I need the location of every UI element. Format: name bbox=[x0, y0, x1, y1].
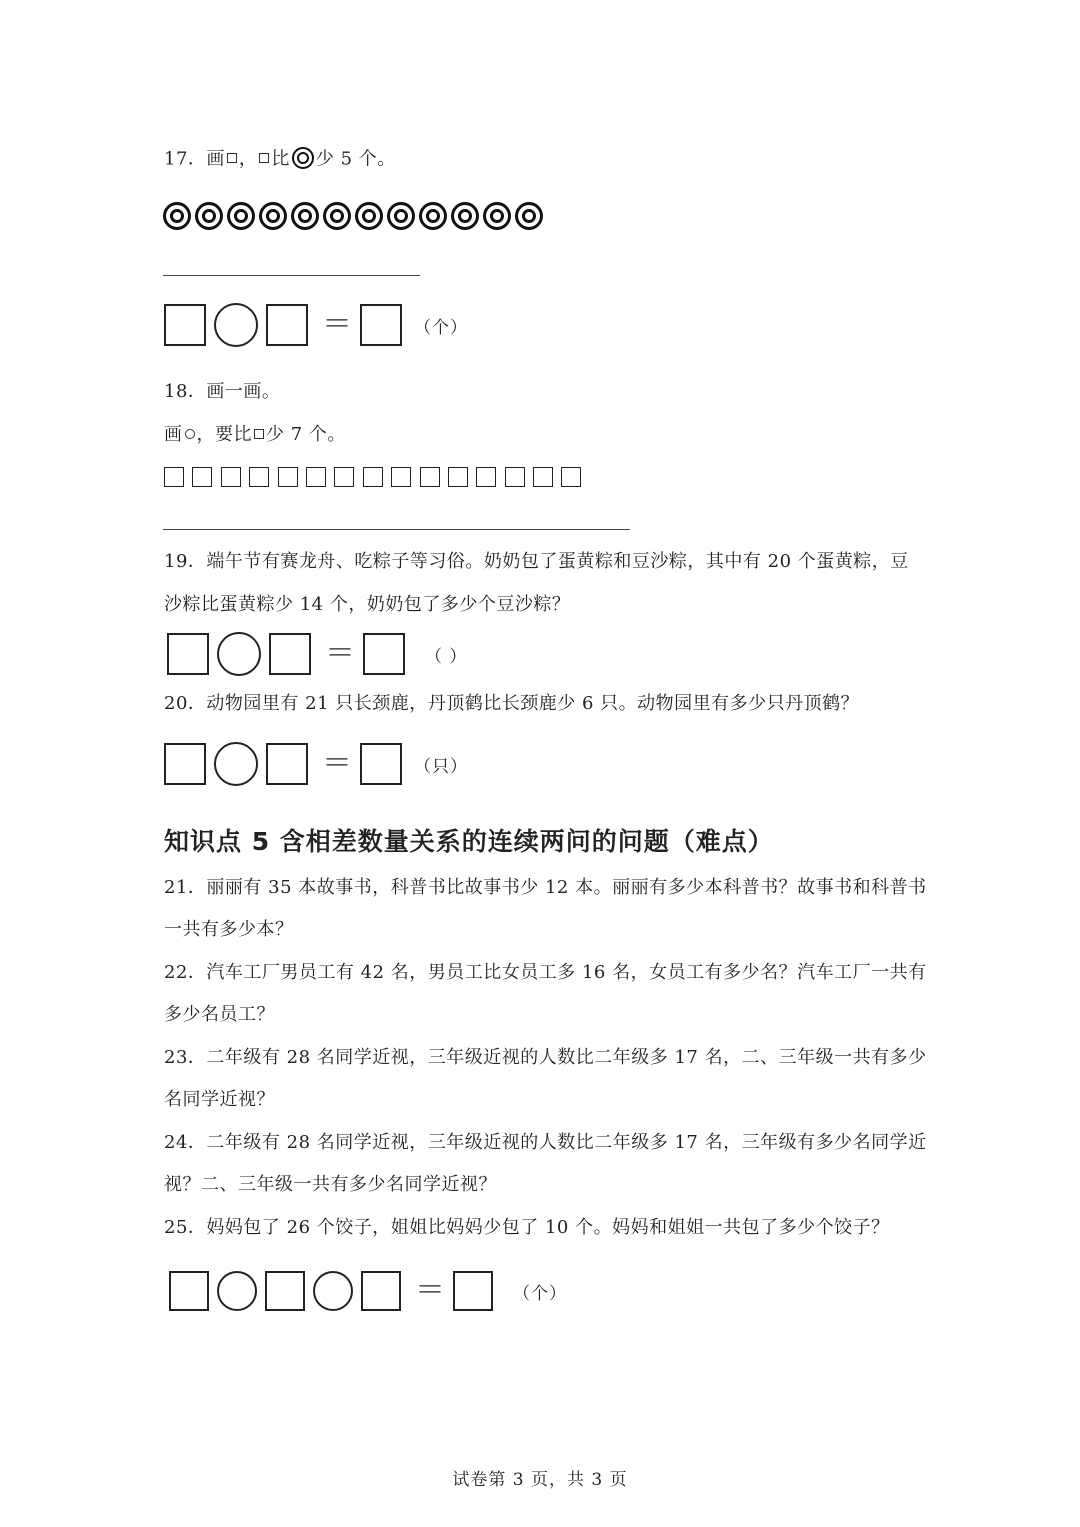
section-heading: 知识点 5 含相差数量关系的连续两问的问题（难点） bbox=[164, 827, 774, 856]
target-icon bbox=[323, 202, 351, 230]
square-icon bbox=[164, 467, 184, 487]
target-icon bbox=[291, 202, 319, 230]
target-icon bbox=[259, 202, 287, 230]
target-icon bbox=[355, 202, 383, 230]
answer-box[interactable] bbox=[266, 743, 308, 785]
q24-line1: 24．二年级有 28 名同学近视，三年级近视的人数比二年级多 17 名，三年级有多少名同学近 bbox=[164, 1132, 927, 1153]
q22-line1: 22．汽车工厂男员工有 42 名，男员工比女员工多 16 名，女员工有多少名？汽车工厂一共有 bbox=[164, 962, 927, 983]
q17-text-d: 少 5 个。 bbox=[315, 148, 396, 170]
answer-box[interactable] bbox=[164, 743, 206, 785]
square-icon bbox=[192, 467, 212, 487]
q18-title: 18．画一画。 bbox=[164, 381, 281, 402]
result-box[interactable] bbox=[453, 1271, 493, 1311]
q18-prompt bbox=[164, 424, 346, 446]
q19-equation bbox=[167, 632, 467, 676]
target-icon bbox=[515, 202, 543, 230]
answer-box[interactable] bbox=[361, 1271, 401, 1311]
square-icon bbox=[249, 467, 269, 487]
q17-text-b: ， bbox=[238, 148, 258, 170]
answer-box[interactable] bbox=[269, 633, 311, 675]
answer-box[interactable] bbox=[266, 304, 308, 346]
square-icon bbox=[420, 467, 440, 487]
q17-prompt bbox=[164, 147, 396, 172]
result-box[interactable] bbox=[363, 633, 405, 675]
square-icon bbox=[363, 467, 383, 487]
unit-label: （只） bbox=[414, 756, 468, 777]
result-box[interactable] bbox=[360, 304, 402, 346]
answer-box[interactable] bbox=[164, 304, 206, 346]
operator-circle[interactable] bbox=[214, 742, 258, 786]
square-icon bbox=[391, 467, 411, 487]
square-icon bbox=[259, 153, 269, 163]
q20-line1: 20．动物园里有 21 只长颈鹿，丹顶鹤比长颈鹿少 6 只。动物园里有多少只丹顶鹤？ bbox=[164, 693, 860, 714]
target-icon bbox=[163, 202, 191, 230]
square-icon bbox=[227, 153, 237, 163]
q17-number: 17． bbox=[164, 148, 207, 170]
q17-text-c: 比 bbox=[271, 148, 290, 170]
q19-line1: 19．端午节有赛龙舟、吃粽子等习俗。奶奶包了蛋黄粽和豆沙粽，其中有 20 个蛋黄粽，豆 bbox=[164, 551, 909, 572]
q23-line1: 23．二年级有 28 名同学近视，三年级近视的人数比二年级多 17 名，二、三年级一共有多少 bbox=[164, 1047, 927, 1068]
equals-sign: ＝ bbox=[415, 1273, 445, 1308]
q25-equation bbox=[169, 1269, 567, 1313]
square-icon bbox=[306, 467, 326, 487]
unit-label: （ ） bbox=[425, 646, 468, 667]
answer-box[interactable] bbox=[167, 633, 209, 675]
operator-circle[interactable] bbox=[217, 1271, 257, 1311]
target-icon bbox=[387, 202, 415, 230]
square-icon bbox=[505, 467, 525, 487]
target-icon bbox=[195, 202, 223, 230]
q22-line2: 多少名员工？ bbox=[164, 1004, 275, 1025]
page-footer: 试卷第 3 页，共 3 页 bbox=[452, 1470, 628, 1490]
q25-line1: 25．妈妈包了 26 个饺子，姐姐比妈妈少包了 10 个。妈妈和姐姐一共包了多少个饺子？ bbox=[164, 1217, 890, 1238]
operator-circle[interactable] bbox=[214, 303, 258, 347]
square-icon bbox=[561, 467, 581, 487]
square-icon bbox=[221, 467, 241, 487]
q17-equation bbox=[164, 303, 468, 347]
square-icon bbox=[334, 467, 354, 487]
target-icon bbox=[292, 147, 314, 169]
q18-text-a: 画 bbox=[164, 424, 183, 445]
operator-circle[interactable] bbox=[313, 1271, 353, 1311]
unit-label: （个） bbox=[513, 1283, 567, 1304]
q17-text-a: 画 bbox=[206, 148, 225, 170]
q18-answer-line[interactable] bbox=[163, 529, 630, 530]
answer-box[interactable] bbox=[265, 1271, 305, 1311]
q20-equation bbox=[164, 742, 468, 786]
square-icon bbox=[448, 467, 468, 487]
q18-square-row bbox=[164, 467, 581, 487]
target-icon bbox=[227, 202, 255, 230]
q24-line2: 视？二、三年级一共有多少名同学近视？ bbox=[164, 1174, 497, 1195]
q18-text-c: 少 7 个。 bbox=[266, 424, 346, 445]
q17-answer-line[interactable] bbox=[163, 275, 420, 276]
q23-line2: 名同学近视？ bbox=[164, 1089, 275, 1110]
q21-line1: 21．丽丽有 35 本故事书，科普书比故事书少 12 本。丽丽有多少本科普书？故事书和科普书 bbox=[164, 877, 927, 898]
q19-line2: 沙粽比蛋黄粽少 14 个，奶奶包了多少个豆沙粽？ bbox=[164, 594, 571, 615]
answer-box[interactable] bbox=[169, 1271, 209, 1311]
equals-sign: ＝ bbox=[322, 746, 352, 781]
equals-sign: ＝ bbox=[325, 636, 355, 671]
q17-target-row bbox=[163, 202, 543, 230]
target-icon bbox=[451, 202, 479, 230]
target-icon bbox=[419, 202, 447, 230]
operator-circle[interactable] bbox=[217, 632, 261, 676]
result-box[interactable] bbox=[360, 743, 402, 785]
square-icon bbox=[533, 467, 553, 487]
square-icon bbox=[278, 467, 298, 487]
equals-sign: ＝ bbox=[322, 307, 352, 342]
circle-icon bbox=[185, 429, 195, 439]
square-icon bbox=[254, 429, 264, 439]
q21-line2: 一共有多少本？ bbox=[164, 919, 294, 940]
q18-text-b: ，要比 bbox=[196, 424, 252, 445]
square-icon bbox=[476, 467, 496, 487]
target-icon bbox=[483, 202, 511, 230]
unit-label: （个） bbox=[414, 317, 468, 338]
